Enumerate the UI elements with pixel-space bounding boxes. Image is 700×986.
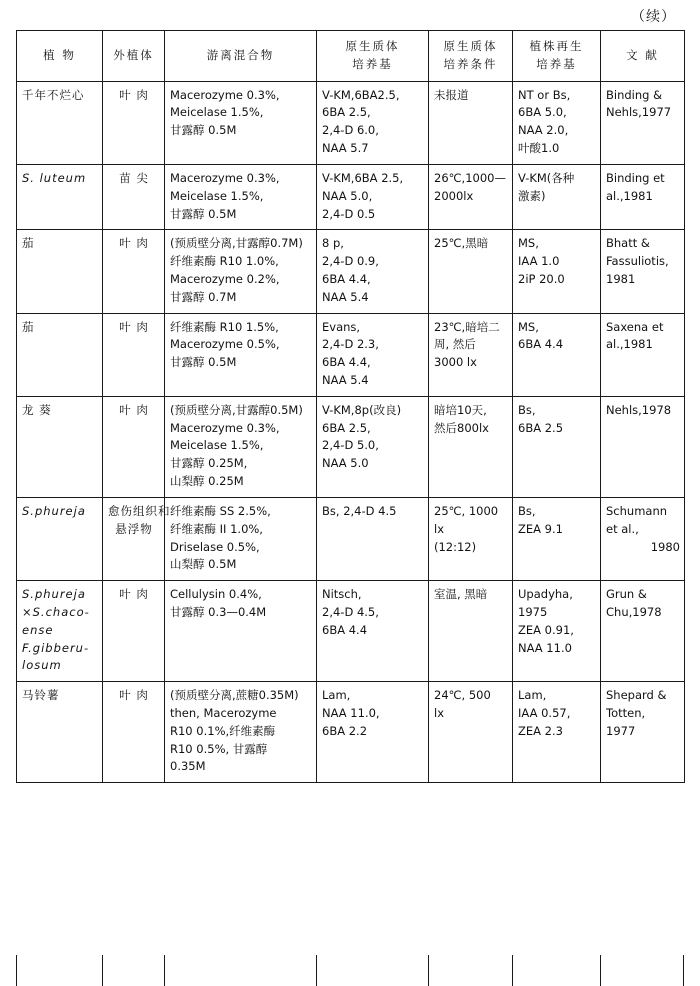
table-row bbox=[17, 581, 685, 682]
table-row bbox=[17, 81, 685, 164]
header-regeneration-medium: 植株再生 培养基 bbox=[513, 31, 601, 82]
cell-plant: S.phureja ×S.chaco- ense F.gibberu- losum bbox=[17, 581, 103, 682]
rule-col6 bbox=[600, 955, 601, 986]
header-enzyme-mixture: 游离混合物 bbox=[165, 31, 317, 82]
cell-medium: V-KM,8p(改良) 6BA 2.5, 2,4-D 5.0, NAA 5.0 bbox=[317, 396, 429, 497]
rule-col4 bbox=[428, 955, 429, 986]
rule-col2 bbox=[164, 955, 165, 986]
cell-enzyme: (预质壁分离,甘露醇0.7M) 纤维素酶 R10 1.0%, Macerozyme 0.2%, 甘露醇 0.7M bbox=[165, 230, 317, 313]
cell-reference: Binding et al.,1981 bbox=[601, 164, 685, 229]
cell-plant: S.phureja bbox=[17, 497, 103, 580]
cell-enzyme: Macerozyme 0.3%, Meicelase 1.5%, 甘露醇 0.5M bbox=[165, 164, 317, 229]
cell-reference: Bhatt & Fassuliotis, 1981 bbox=[601, 230, 685, 313]
cell-explant: 苗 尖 bbox=[103, 164, 165, 229]
cell-medium: 8 p, 2,4-D 0.9, 6BA 4.4, NAA 5.4 bbox=[317, 230, 429, 313]
cell-medium: Bs, 2,4-D 4.5 bbox=[317, 497, 429, 580]
table-row bbox=[17, 313, 685, 396]
cell-medium: Evans, 2,4-D 2.3, 6BA 4.4, NAA 5.4 bbox=[317, 313, 429, 396]
rule-left bbox=[16, 955, 17, 986]
table-row bbox=[17, 396, 685, 497]
cell-regeneration: MS, IAA 1.0 2iP 20.0 bbox=[513, 230, 601, 313]
header-plant: 植 物 bbox=[17, 31, 103, 82]
cell-medium: Lam, NAA 11.0, 6BA 2.2 bbox=[317, 682, 429, 783]
protoplast-culture-table bbox=[16, 30, 685, 783]
cell-reference: Schumann et al., 1980 bbox=[601, 497, 685, 580]
cell-conditions: 暗培10天, 然后800lx bbox=[429, 396, 513, 497]
cell-regeneration: NT or Bs, 6BA 5.0, NAA 2.0, 叶酸1.0 bbox=[513, 81, 601, 164]
cell-reference: Nehls,1978 bbox=[601, 396, 685, 497]
cell-enzyme: (预质壁分离,甘露醇0.5M) Macerozyme 0.3%, Meicelase 1.5%, 甘露醇 0.25M, 山梨醇 0.25M bbox=[165, 396, 317, 497]
cell-conditions: 26℃,1000— 2000lx bbox=[429, 164, 513, 229]
cell-explant: 叶 肉 bbox=[103, 230, 165, 313]
cell-plant: S. luteum bbox=[17, 164, 103, 229]
cell-regeneration: Bs, ZEA 9.1 bbox=[513, 497, 601, 580]
cell-plant: 千年不烂心 bbox=[17, 81, 103, 164]
table-header bbox=[17, 31, 685, 82]
cell-conditions: 24℃, 500 lx bbox=[429, 682, 513, 783]
table-body bbox=[17, 81, 685, 783]
cell-explant: 叶 肉 bbox=[103, 581, 165, 682]
cell-conditions: 未报道 bbox=[429, 81, 513, 164]
cell-explant: 愈伤组织和 悬浮物 bbox=[103, 497, 165, 580]
cell-regeneration: V-KM(各种 激素) bbox=[513, 164, 601, 229]
cell-enzyme: Cellulysin 0.4%, 甘露醇 0.3—0.4M bbox=[165, 581, 317, 682]
cell-reference: Binding & Nehls,1977 bbox=[601, 81, 685, 164]
cell-reference: Grun & Chu,1978 bbox=[601, 581, 685, 682]
rule-right bbox=[683, 955, 684, 986]
header-protoplast-conditions: 原生质体 培养条件 bbox=[429, 31, 513, 82]
table-row bbox=[17, 497, 685, 580]
cell-plant: 茄 bbox=[17, 230, 103, 313]
header-row bbox=[17, 31, 685, 82]
header-reference: 文 献 bbox=[601, 31, 685, 82]
cell-explant: 叶 肉 bbox=[103, 81, 165, 164]
cell-reference: Saxena et al.,1981 bbox=[601, 313, 685, 396]
cell-enzyme: 纤维素酶 SS 2.5%, 纤维素酶 II 1.0%, Driselase 0.5%, 山梨醇 0.5M bbox=[165, 497, 317, 580]
rule-col3 bbox=[316, 955, 317, 986]
table-row bbox=[17, 164, 685, 229]
cell-plant: 龙 葵 bbox=[17, 396, 103, 497]
continued-label: （续） bbox=[631, 9, 676, 25]
rule-col1 bbox=[102, 955, 103, 986]
cell-conditions: 23℃,暗培二 周, 然后 3000 lx bbox=[429, 313, 513, 396]
header-protoplast-medium: 原生质体 培养基 bbox=[317, 31, 429, 82]
cell-enzyme: Macerozyme 0.3%, Meicelase 1.5%, 甘露醇 0.5M bbox=[165, 81, 317, 164]
cell-plant: 茄 bbox=[17, 313, 103, 396]
cell-medium: V-KM,6BA 2.5, NAA 5.0, 2,4-D 0.5 bbox=[317, 164, 429, 229]
cell-explant: 叶 肉 bbox=[103, 396, 165, 497]
cell-enzyme: 纤维素酶 R10 1.5%, Macerozyme 0.5%, 甘露醇 0.5M bbox=[165, 313, 317, 396]
cell-regeneration: Upadyha, 1975 ZEA 0.91, NAA 11.0 bbox=[513, 581, 601, 682]
cell-plant: 马铃薯 bbox=[17, 682, 103, 783]
cell-conditions: 25℃, 1000 lx (12:12) bbox=[429, 497, 513, 580]
cell-explant: 叶 肉 bbox=[103, 682, 165, 783]
cell-reference: Shepard & Totten, 1977 bbox=[601, 682, 685, 783]
cell-conditions: 25℃,黑暗 bbox=[429, 230, 513, 313]
cell-medium: V-KM,6BA2.5, 6BA 2.5, 2,4-D 6.0, NAA 5.7 bbox=[317, 81, 429, 164]
cell-regeneration: Lam, IAA 0.57, ZEA 2.3 bbox=[513, 682, 601, 783]
cell-regeneration: Bs, 6BA 2.5 bbox=[513, 396, 601, 497]
cell-enzyme: (预质壁分离,蔗糖0.35M) then, Macerozyme R10 0.1%,纤维素酶 R10 0.5%, 甘露醇 0.35M bbox=[165, 682, 317, 783]
cell-explant: 叶 肉 bbox=[103, 313, 165, 396]
rule-col5 bbox=[512, 955, 513, 986]
cell-medium: Nitsch, 2,4-D 4.5, 6BA 4.4 bbox=[317, 581, 429, 682]
cell-conditions: 室温, 黑暗 bbox=[429, 581, 513, 682]
header-explant: 外植体 bbox=[103, 31, 165, 82]
table-row bbox=[17, 230, 685, 313]
cell-regeneration: MS, 6BA 4.4 bbox=[513, 313, 601, 396]
table-row bbox=[17, 682, 685, 783]
